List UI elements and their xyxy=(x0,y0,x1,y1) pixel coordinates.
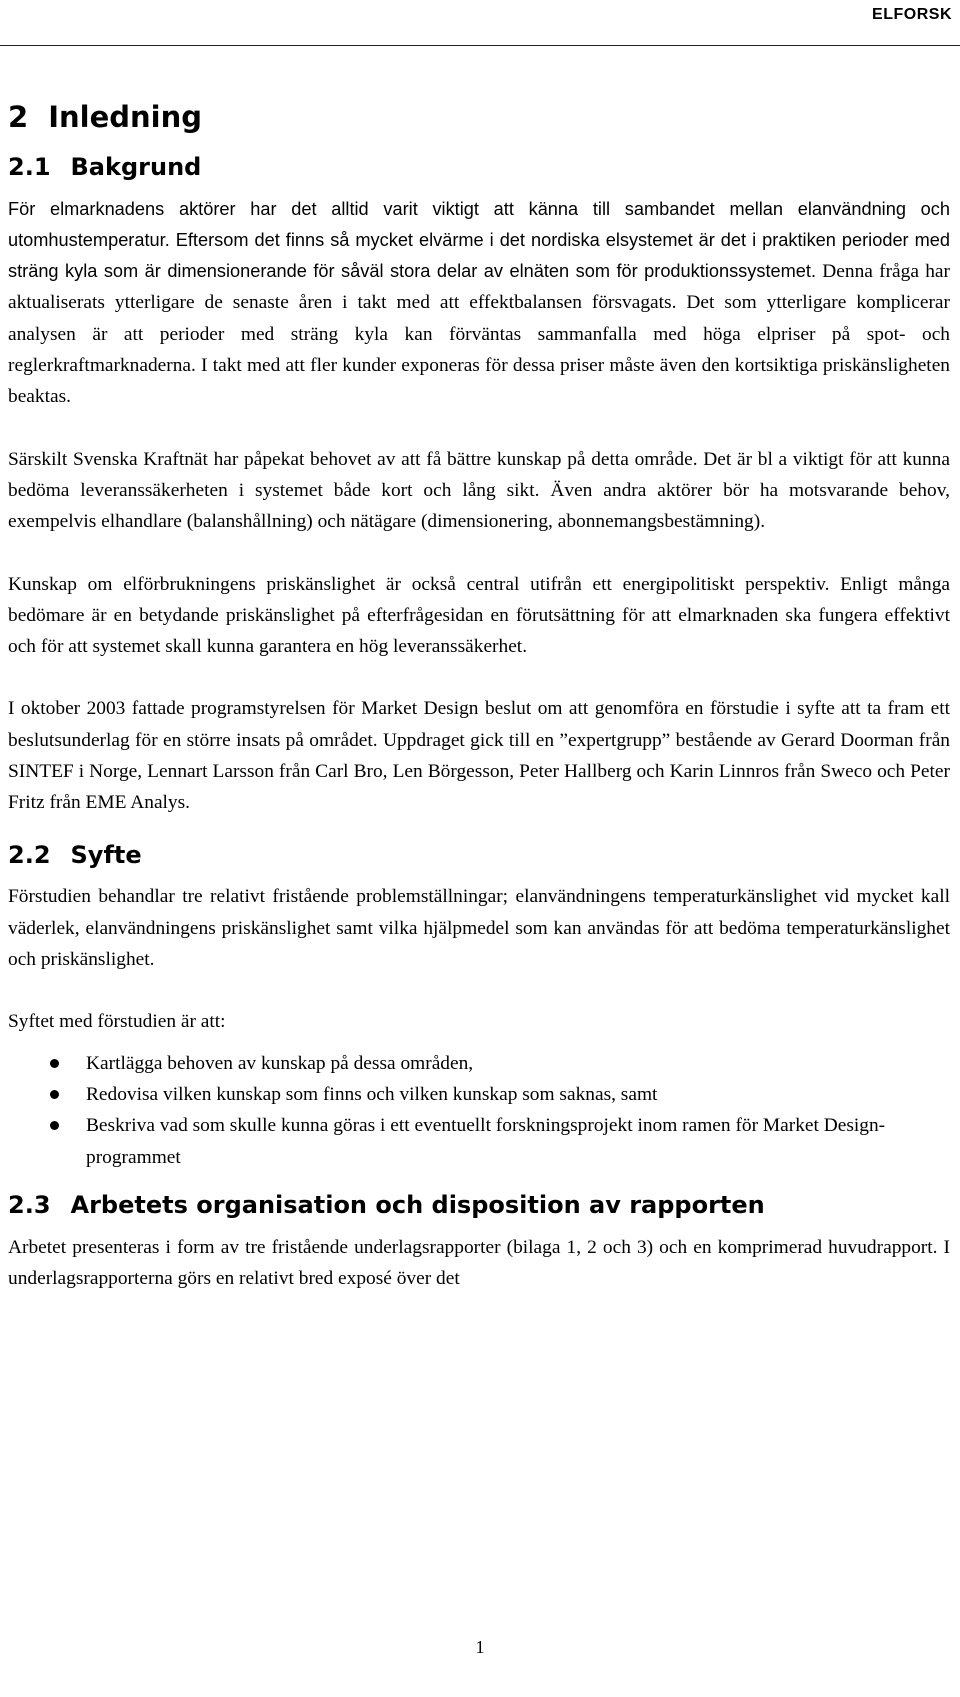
bakgrund-paragraph-2: Särskilt Svenska Kraftnät har påpekat behovet av att få bättre kunskap på detta område. Det är bl a viktigt för att kunna bedöma leveranssäkerheten i systemet både kort och lång sikt. Även andra aktörer bör ha motsvarande behov, exempelvis elhandlare (balanshållning) och nätägare (dimensionering, abonnemangsbestämning). xyxy=(8,448,950,533)
bullet-icon xyxy=(50,1090,59,1099)
list-item: Kartlägga behoven av kunskap på dessa områden, xyxy=(8,1048,950,1079)
chapter-number: 2 xyxy=(8,100,29,134)
list-item: Beskriva vad som skulle kunna göras i ett eventuellt forskningsprojekt inom ramen för Market Design-programmet xyxy=(8,1110,950,1173)
bakgrund-paragraph-4: I oktober 2003 fattade programstyrelsen för Market Design beslut om att genomföra en förstudie i syfte att ta fram ett beslutsunderlag för en större insats på området. Uppdraget gick till en ”expertgrupp” bestående av Gerard Doorman från SINTEF i Norge, Lennart Larsson från Carl Bro, Len Börgesson, Peter Hallberg och Karin Linnros från Sweco och Peter Fritz från EME Analys. xyxy=(8,698,950,814)
chapter-heading xyxy=(8,100,950,135)
header-rule xyxy=(0,45,960,46)
section-number: 2.1 xyxy=(8,152,51,181)
section-number: 2.2 xyxy=(8,840,51,869)
bakgrund-paragraph-1 xyxy=(8,194,950,413)
bakgrund-paragraph-3: Kunskap om elförbrukningens priskänslighet är också central utifrån ett energipolitiskt perspektiv. Enligt många bedömare är en betydande priskänslighet på efterfrågesidan en förutsättning för att elmarknaden ska fungera effektivt och för att systemet skall kunna garantera en hög leveranssäkerhet. xyxy=(8,573,950,658)
syfte-bullet-list xyxy=(8,1048,950,1173)
section-title: Syfte xyxy=(70,840,142,869)
bakgrund-paragraph-1-serif: Denna fråga har aktualiserats ytterligare de senaste åren i takt med att effektbalansen försvagats. Det som ytterligare komplicerar analysen är att perioder med sträng kyla kan förväntas sammanfalla med höga elpriser på spot- och reglerkraftmarknaderna. I takt med att fler kunder exponeras för dessa priser måste även den kortsiktiga priskänsligheten beaktas. xyxy=(8,261,950,408)
list-item: Redovisa vilken kunskap som finns och vilken kunskap som saknas, samt xyxy=(8,1079,950,1110)
section-title: Arbetets organisation och disposition av rapporten xyxy=(70,1190,765,1219)
bullet-icon xyxy=(50,1121,59,1130)
section-heading-bakgrund xyxy=(8,153,950,182)
section-number: 2.3 xyxy=(8,1190,51,1219)
organisation-paragraph-1: Arbetet presenteras i form av tre fristående underlagsrapporter (bilaga 1, 2 och 3) och en komprimerad huvudrapport. I underlagsrapporterna görs en relativt bred exposé över det xyxy=(8,1236,950,1289)
page-content xyxy=(8,100,950,1294)
syfte-paragraph-1: Förstudien behandlar tre relativt fristående problemställningar; elanvändningens temperaturkänslighet vid mycket kall väderlek, elanvändningens priskänslighet samt vilka hjälpmedel som kan användas för att bedöma temperaturkänslighet och priskänslighet. xyxy=(8,886,950,971)
header-brand: ELFORSK xyxy=(872,6,952,23)
bakgrund-paragraph-1-sans: För elmarknadens aktörer har det alltid varit viktigt att känna till sambandet mellan elanvändning och utomhustemperatur. Eftersom det finns så mycket elvärme i det nordiska elsystemet är det i praktiken perioder med sträng kyla som är dimensionerande för såväl stora delar av elnäten som för produktionssystemet. xyxy=(8,198,950,282)
syfte-paragraph-2: Syftet med förstudien är att: xyxy=(8,1011,226,1033)
chapter-title: Inledning xyxy=(48,100,202,134)
section-heading-syfte xyxy=(8,841,950,870)
page-number: 1 xyxy=(475,1637,485,1657)
section-title: Bakgrund xyxy=(70,152,202,181)
bullet-icon xyxy=(50,1059,59,1068)
section-heading-organisation xyxy=(8,1191,950,1220)
